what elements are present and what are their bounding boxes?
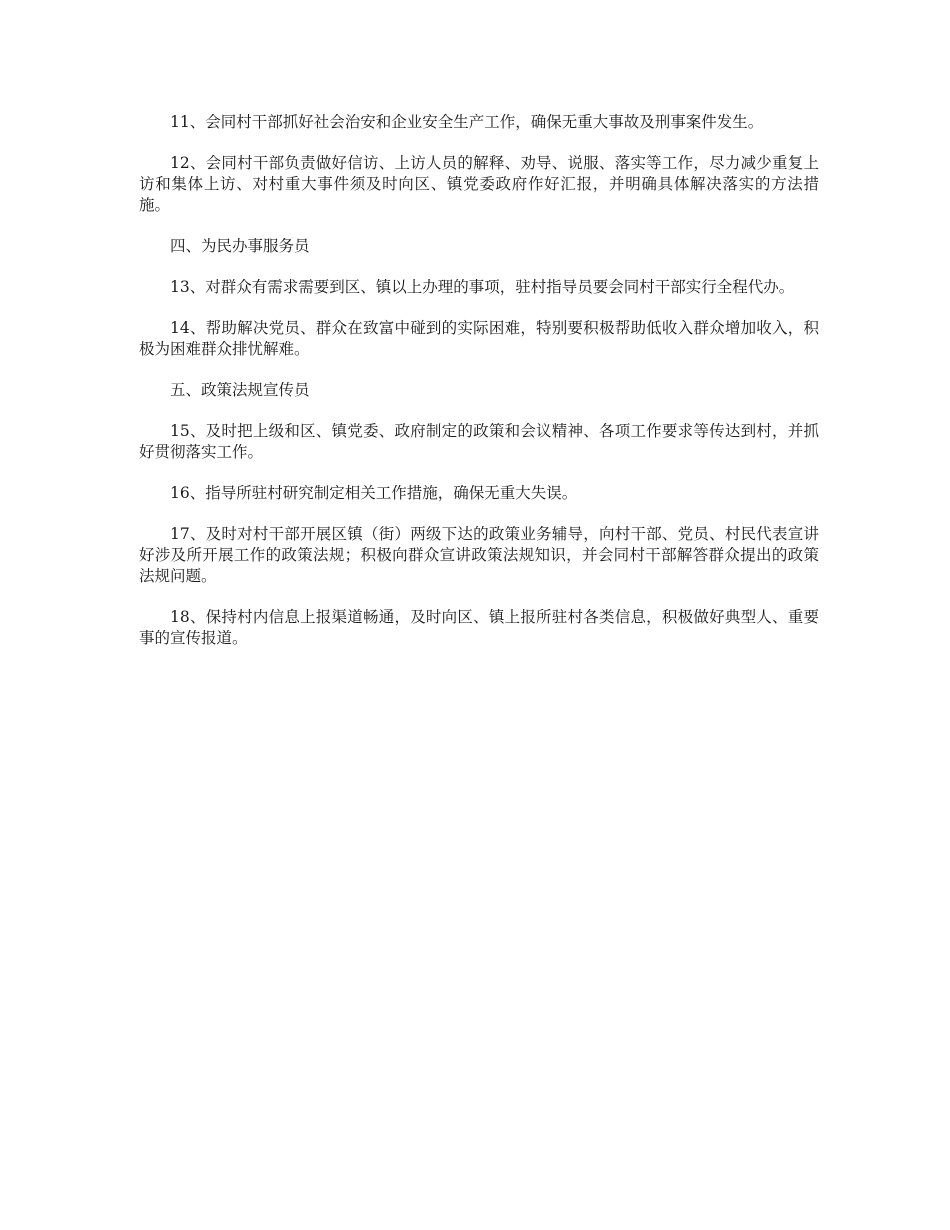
paragraph-item-15: 15、及时把上级和区、镇党委、政府制定的政策和会议精神、各项工作要求等传达到村，并抓好贯彻落实工作。 [139, 422, 819, 461]
paragraph-item-14: 14、帮助解决党员、群众在致富中碰到的实际困难，特别要积极帮助低收入群众增加收入，积极为困难群众排忧解难。 [139, 319, 819, 358]
section-heading-policy: 五、政策法规宣传员 [170, 381, 310, 399]
paragraph-item-16: 16、指导所驻村研究制定相关工作措施，确保无重大失误。 [170, 484, 578, 502]
paragraph-item-18: 18、保持村内信息上报渠道畅通，及时向区、镇上报所驻村各类信息，积极做好典型人、重要事的宣传报道。 [139, 608, 819, 647]
paragraph-item-17: 17、及时对村干部开展区镇（街）两级下达的政策业务辅导，向村干部、党员、村民代表宣讲好涉及所开展工作的政策法规；积极向群众宣讲政策法规知识，并会同村干部解答群众提出的政策法规问题。 [139, 525, 819, 585]
paragraph-item-13: 13、对群众有需求需要到区、镇以上办理的事项，驻村指导员要会同村干部实行全程代办。 [170, 278, 795, 296]
paragraph-item-12: 12、会同村干部负责做好信访、上访人员的解释、劝导、说服、落实等工作，尽力减少重复上访和集体上访、对村重大事件须及时向区、镇党委政府作好汇报，并明确具体解决落实的方法措施。 [139, 154, 819, 214]
section-heading-service: 四、为民办事服务员 [170, 237, 310, 255]
document-page [139, 112, 819, 669]
paragraph-item-11: 11、会同村干部抓好社会治安和企业安全生产工作，确保无重大事故及刑事案件发生。 [170, 113, 764, 131]
